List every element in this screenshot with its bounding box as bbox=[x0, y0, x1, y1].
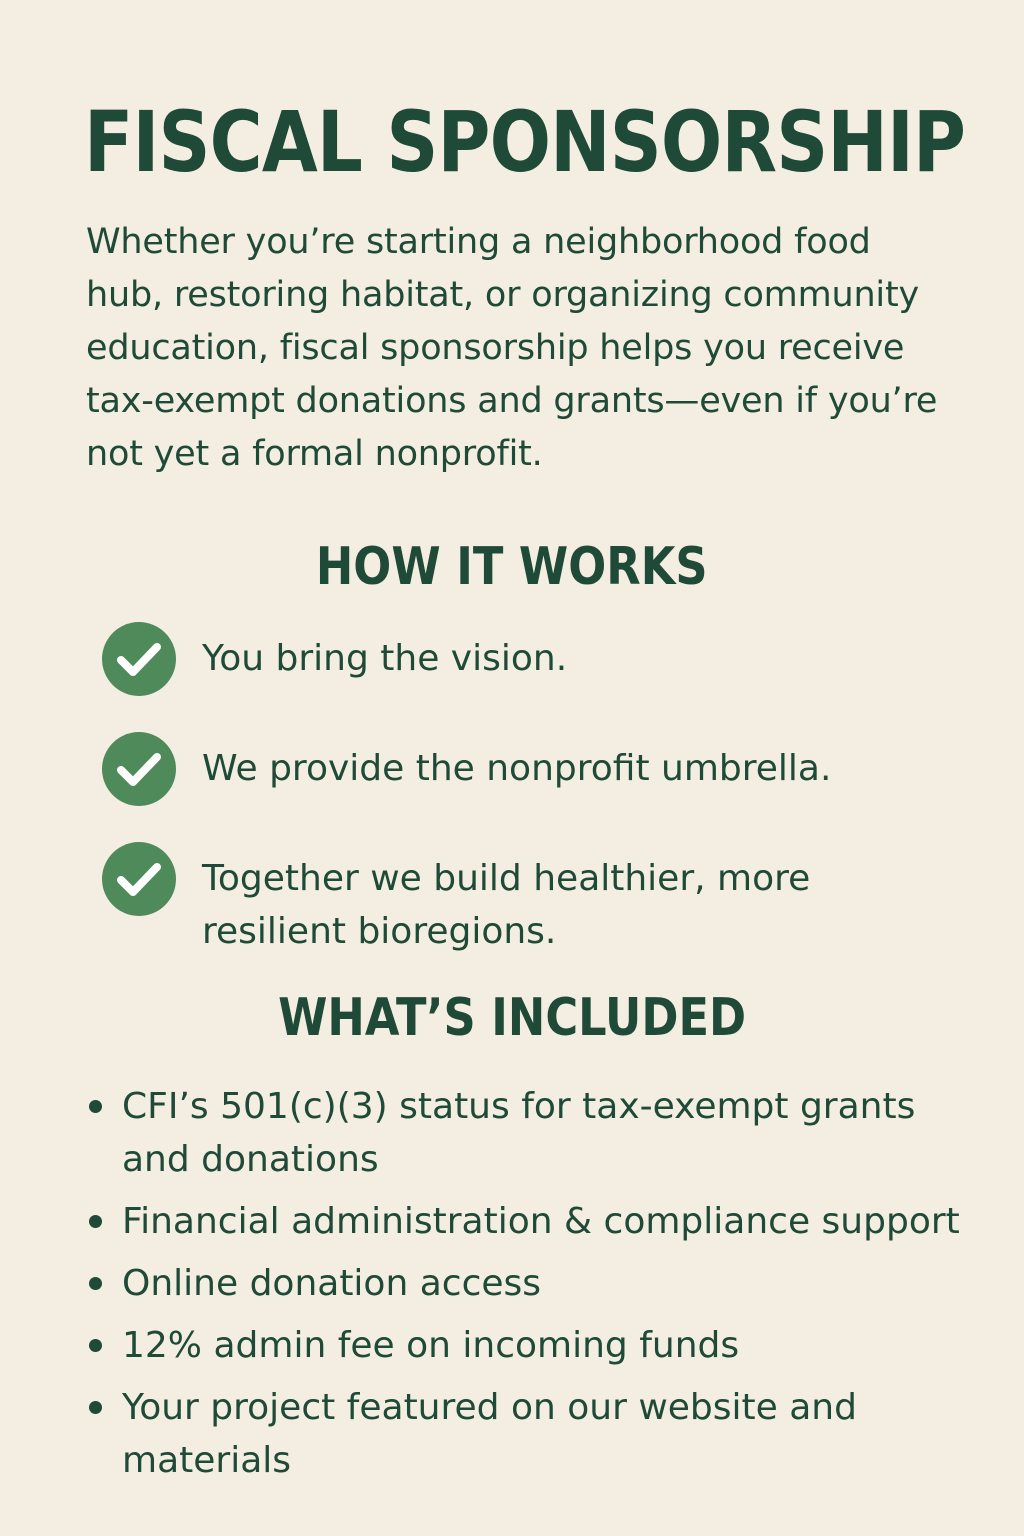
bullet-icon bbox=[89, 1339, 102, 1352]
list-item bbox=[86, 1319, 986, 1372]
list-item bbox=[86, 1195, 986, 1248]
whats-included-list bbox=[86, 1080, 986, 1487]
step-text: You bring the vision. bbox=[202, 638, 568, 679]
page-title: FISCAL SPONSORSHIP bbox=[84, 93, 966, 191]
step-text: Together we build healthier, more resilient bioregions. bbox=[202, 858, 811, 952]
how-it-works-heading-text: HOW IT WORKS bbox=[316, 537, 708, 597]
list-item-text: Financial administration & compliance support bbox=[122, 1201, 960, 1242]
bullet-icon bbox=[89, 1100, 102, 1113]
whats-included-heading-text: WHAT’S INCLUDED bbox=[277, 988, 747, 1048]
step-item bbox=[100, 730, 960, 795]
check-circle-icon bbox=[102, 732, 176, 806]
step-item bbox=[100, 840, 960, 958]
check-circle-icon bbox=[102, 622, 176, 696]
bullet-icon bbox=[89, 1401, 102, 1414]
whats-included-heading bbox=[0, 988, 1024, 1048]
step-item bbox=[100, 620, 960, 685]
list-item-text: CFI’s 501(c)(3) status for tax-exempt grants and donations bbox=[122, 1086, 916, 1180]
bullet-icon bbox=[89, 1277, 102, 1290]
list-item bbox=[86, 1257, 986, 1310]
list-item-text: Your project featured on our website and materials bbox=[122, 1387, 857, 1481]
step-text: We provide the nonprofit umbrella. bbox=[202, 748, 832, 789]
intro-paragraph: Whether you’re starting a neighborhood food hub, restoring habitat, or organizing community education, fiscal sponsorship helps you receive tax-exempt donations and grants—even if you’re not yet a formal nonprofit. bbox=[86, 222, 938, 474]
list-item bbox=[86, 1080, 986, 1186]
list-item-text: 12% admin fee on incoming funds bbox=[122, 1325, 740, 1366]
how-it-works-list bbox=[100, 620, 960, 958]
list-item-text: Online donation access bbox=[122, 1263, 542, 1304]
how-it-works-heading bbox=[0, 537, 1024, 597]
check-circle-icon bbox=[102, 842, 176, 916]
bullet-icon bbox=[89, 1215, 102, 1228]
list-item bbox=[86, 1381, 986, 1487]
